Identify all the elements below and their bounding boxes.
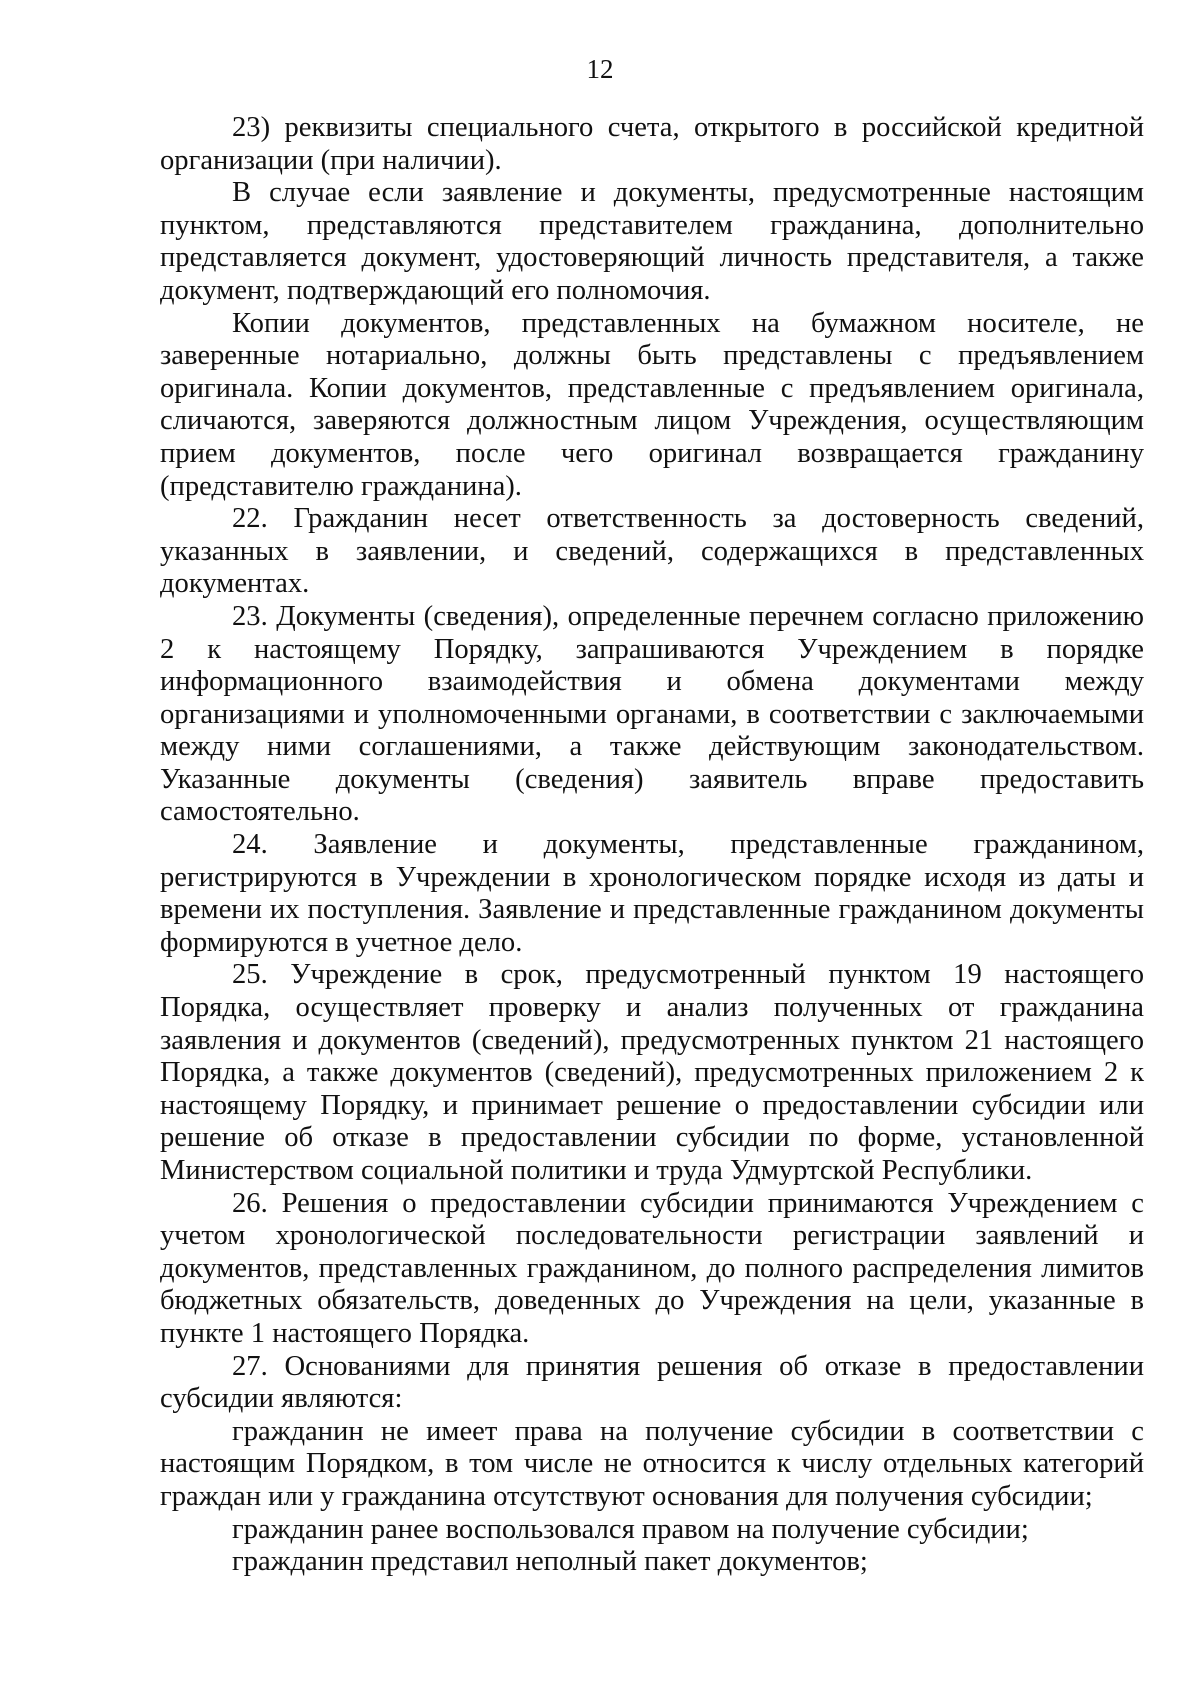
paragraph-item-23-bank-account: 23) реквизиты специального счета, открытого в российской кредитной организации (при наличии). bbox=[160, 112, 1144, 176]
paragraph-refusal-reason-1: гражданин не имеет права на получение субсидии в соответствии с настоящим Порядком, в том числе не относится к числу отдельных категорий граждан или у гражданина отсутствуют основания для получения субсидии; bbox=[160, 1415, 1144, 1512]
page-number: 12 bbox=[586, 54, 614, 84]
paragraph-clause-23: 23. Документы (сведения), определенные перечнем согласно приложению 2 к настоящему Порядку, запрашиваются Учреждением в порядке информационного взаимодействия и обмена документами между организациями и уполномоченными органами, в соответствии с заключаемыми между ними соглашениями, а также действующим законодательством. Указанные документы (сведения) заявитель вправе предоставить самостоятельно. bbox=[160, 600, 1144, 828]
paragraph-document-copies: Копии документов, представленных на бумажном носителе, не заверенные нотариально, должны быть представлены с предъявлением оригинала. Копии документов, представленные с предъявлением оригинала, сличаются, заверяются должностным лицом Учреждения, осуществляющим прием документов, после чего оригинал возвращается гражданину (представителю гражданина). bbox=[160, 307, 1144, 502]
paragraph-refusal-reason-3: гражданин представил неполный пакет документов; bbox=[232, 1546, 868, 1578]
paragraph-refusal-reason-2: гражданин ранее воспользовался правом на получение субсидии; bbox=[232, 1513, 1029, 1545]
document-body bbox=[160, 112, 1144, 1579]
paragraph-clause-22: 22. Гражданин несет ответственность за достоверность сведений, указанных в заявлении, и сведений, содержащихся в представленных документах. bbox=[160, 503, 1144, 600]
paragraph-clause-26: 26. Решения о предоставлении субсидии принимаются Учреждением с учетом хронологической последовательности регистрации заявлений и документов, представленных гражданином, до полного распределения лимитов бюджетных обязательств, доведенных до Учреждения на цели, указанные в пункте 1 настоящего Порядка. bbox=[160, 1187, 1144, 1349]
paragraph-clause-27: 27. Основаниями для принятия решения об отказе в предоставлении субсидии являются: bbox=[160, 1350, 1144, 1415]
paragraph-representative-documents: В случае если заявление и документы, предусмотренные настоящим пунктом, представляются представителем гражданина, дополнительно представляется документ, удостоверяющий личность представителя, а также документ, подтверждающий его полномочия. bbox=[160, 177, 1144, 306]
paragraph-clause-24: 24. Заявление и документы, представленные гражданином, регистрируются в Учреждении в хронологическом порядке исходя из даты и времени их поступления. Заявление и представленные гражданином документы формируются в учетное дело. bbox=[160, 829, 1144, 958]
paragraph-clause-25: 25. Учреждение в срок, предусмотренный пунктом 19 настоящего Порядка, осуществляет проверку и анализ полученных от гражданина заявления и документов (сведений), предусмотренных пунктом 21 настоящего Порядка, а также документов (сведений), предусмотренных приложением 2 к настоящему Порядку, и принимает решение о предоставлении субсидии или решение об отказе в предоставлении субсидии по форме, установленной Министерством социальной политики и труда Удмуртской Республики. bbox=[160, 959, 1144, 1186]
